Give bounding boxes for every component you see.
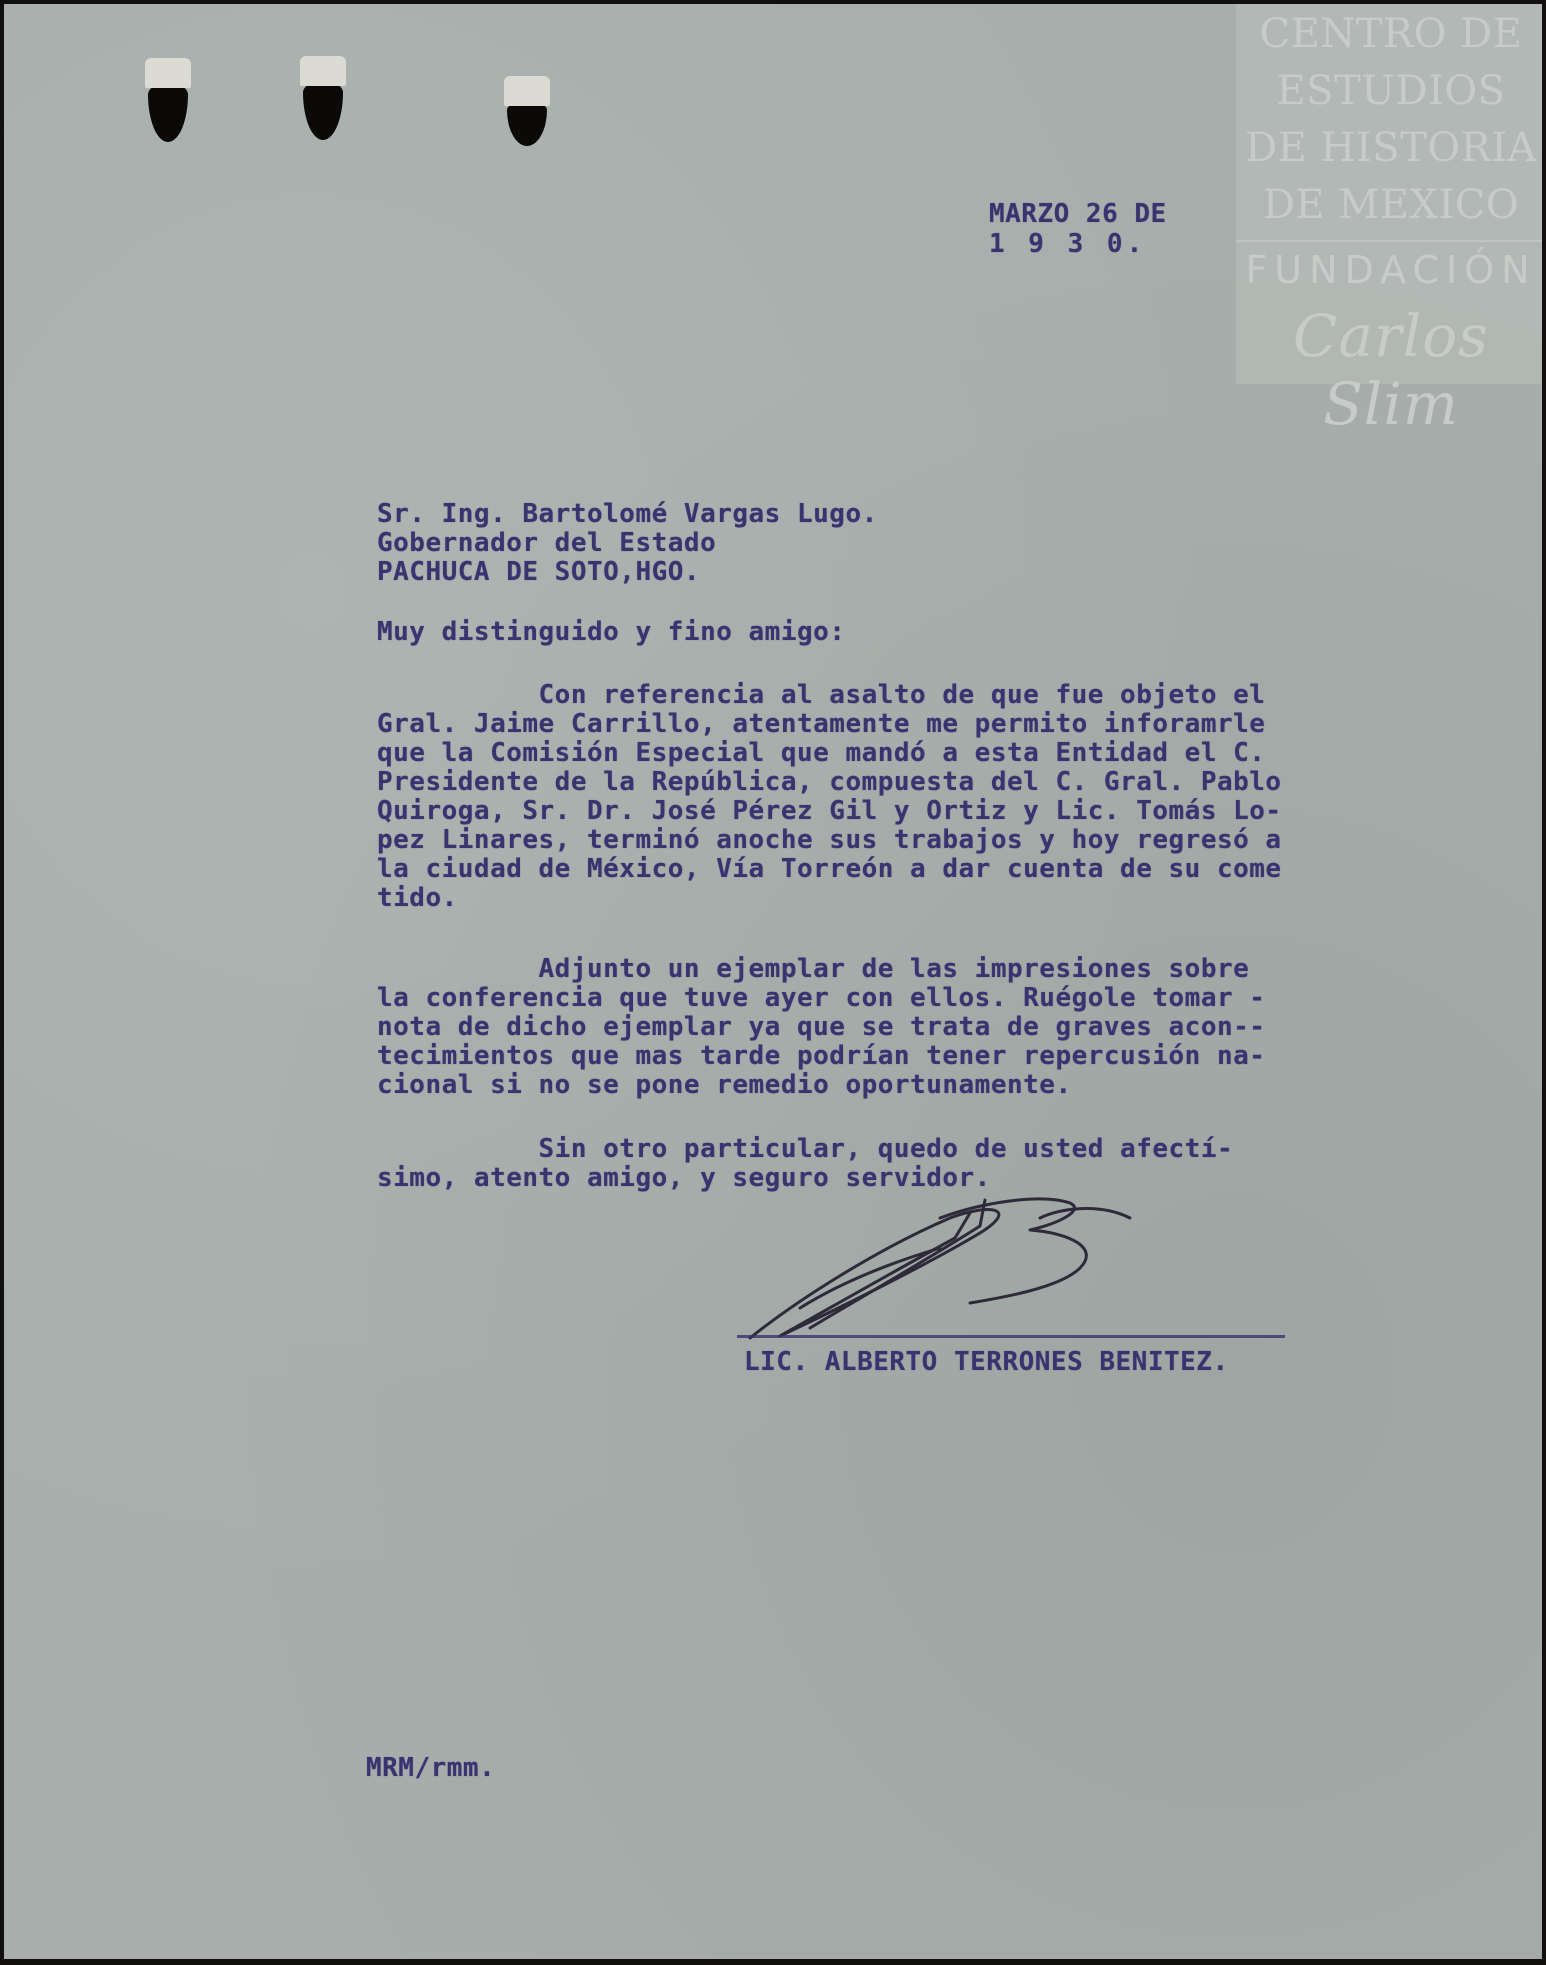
punch-hole-middle bbox=[303, 82, 343, 140]
salutation: Muy distinguido y fino amigo: bbox=[377, 617, 846, 647]
punch-hole-left bbox=[148, 84, 188, 142]
body-line: tecimientos que mas tarde podrían tener repercusión na- bbox=[377, 1041, 1266, 1071]
punch-hole-right bbox=[507, 102, 547, 146]
recipient-line-1: Sr. Ing. Bartolomé Vargas Lugo. bbox=[377, 499, 878, 529]
body-line: Quiroga, Sr. Dr. José Pérez Gil y Ortiz y Lic. Tomás Lo- bbox=[377, 796, 1282, 826]
recipient-line-3: PACHUCA DE SOTO,HGO. bbox=[377, 557, 701, 587]
body-line: Sin otro particular, quedo de usted afectí- bbox=[377, 1134, 1234, 1164]
archive-stamp bbox=[1236, 4, 1542, 438]
body-line: Adjunto un ejemplar de las impresiones sobre bbox=[377, 954, 1250, 984]
date-line-1: MARZO 26 DE bbox=[989, 199, 1167, 229]
body-line: tido. bbox=[377, 883, 458, 913]
body-line: simo, atento amigo, y seguro servidor. bbox=[377, 1163, 991, 1193]
stamp-line-2: ESTUDIOS bbox=[1276, 68, 1506, 114]
signature-underline bbox=[737, 1335, 1285, 1338]
date-line-2: 1 9 3 0. bbox=[989, 229, 1147, 259]
body-line: Presidente de la República, compuesta del C. Gral. Pablo bbox=[377, 767, 1282, 797]
stamp-line-4: DE MEXICO bbox=[1262, 182, 1520, 228]
stamp-line-1: CENTRO DE bbox=[1259, 11, 1523, 57]
body-paragraph-1 bbox=[377, 681, 1417, 913]
body-line: la conferencia que tuve ayer con ellos. Ruégole tomar - bbox=[377, 983, 1266, 1013]
body-line: nota de dicho ejemplar ya que se trata de graves acon-- bbox=[377, 1012, 1266, 1042]
body-paragraph-2 bbox=[377, 955, 1417, 1100]
stamp-signature: Carlos Slim bbox=[1293, 302, 1489, 438]
handwritten-signature bbox=[740, 1188, 1140, 1348]
body-line: Gral. Jaime Carrillo, atentamente me permito inforamrle bbox=[377, 709, 1266, 739]
signature-name: LIC. ALBERTO TERRONES BENITEZ. bbox=[744, 1347, 1229, 1377]
stamp-foundation: FUNDACIÓN bbox=[1245, 248, 1537, 292]
body-line: pez Linares, terminó anoche sus trabajos y hoy regresó a bbox=[377, 825, 1282, 855]
recipient-line-2: Gobernador del Estado bbox=[377, 528, 717, 558]
body-paragraph-3 bbox=[377, 1135, 1417, 1193]
body-line: la ciudad de México, Vía Torreón a dar cuenta de su come bbox=[377, 854, 1282, 884]
body-line: Con referencia al asalto de que fue objeto el bbox=[377, 680, 1266, 710]
reference-initials: MRM/rmm. bbox=[366, 1753, 496, 1783]
stamp-line-3: DE HISTORIA bbox=[1245, 125, 1537, 171]
stamp-divider bbox=[1236, 240, 1542, 242]
body-line: cional si no se pone remedio oportunamente. bbox=[377, 1070, 1072, 1100]
body-line: que la Comisión Especial que mandó a esta Entidad el C. bbox=[377, 738, 1266, 768]
letter-sheet bbox=[4, 4, 1542, 1959]
